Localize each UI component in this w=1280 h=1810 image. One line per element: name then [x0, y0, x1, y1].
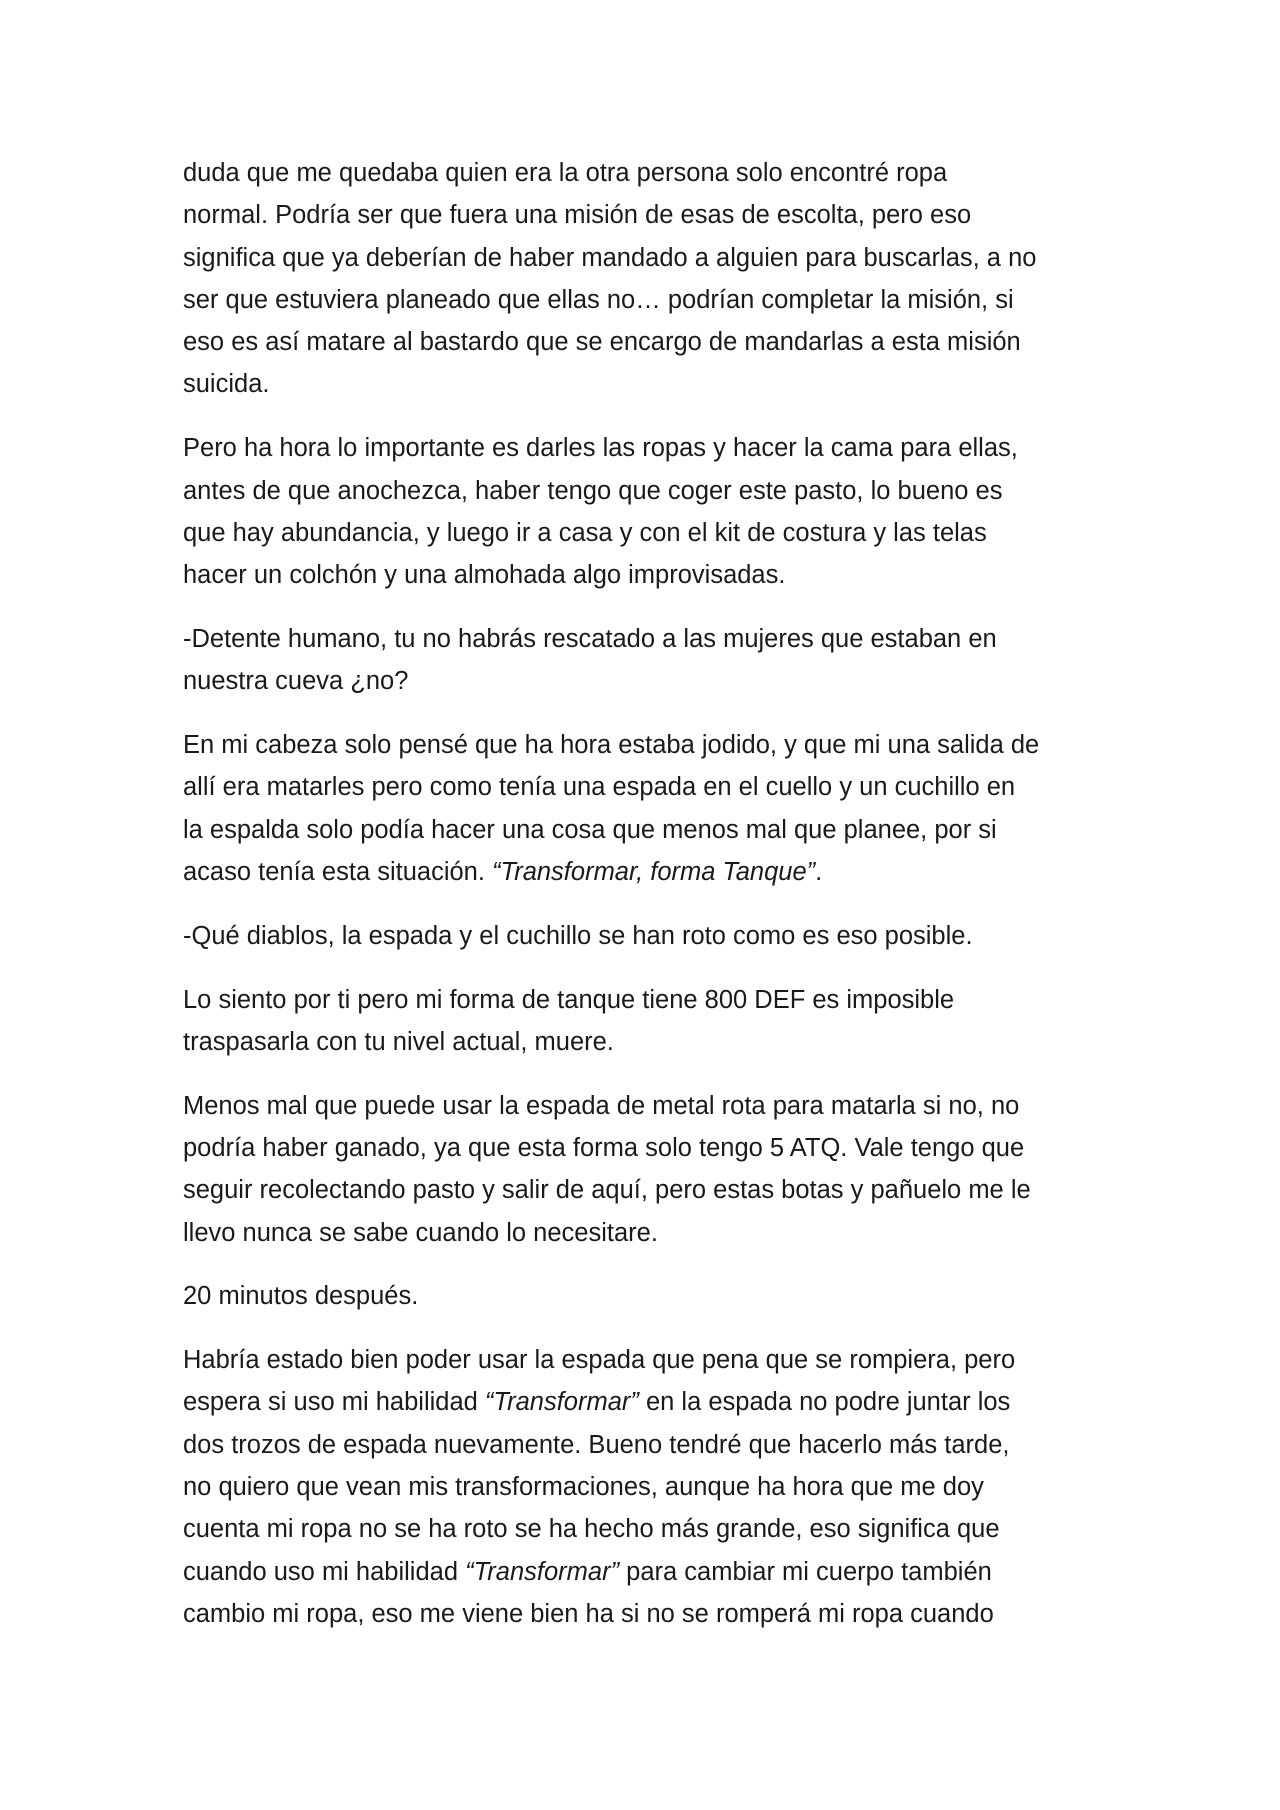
- text-segment: espera si uso mi habilidad: [183, 1388, 485, 1417]
- text-segment: .: [815, 857, 823, 886]
- text-line: [183, 434, 1018, 462]
- italic-text-segment: “Transformar, forma Tanque”: [492, 857, 816, 886]
- text-segment: la espalda solo podía hacer una cosa que menos mal que planee, por si: [183, 815, 997, 844]
- text-line: [183, 328, 1021, 356]
- text-line: [183, 561, 785, 589]
- text-segment: cuando uso mi habilidad: [183, 1557, 466, 1586]
- text-line: [183, 1176, 1031, 1204]
- text-line: [183, 1388, 1010, 1416]
- text-line: [183, 244, 1036, 272]
- text-segment: duda que me quedaba quien era la otra persona solo encontré ropa: [183, 159, 948, 187]
- text-line: [183, 625, 997, 653]
- text-segment: allí era matarles pero como tenía una espada en el cuello y un cuchillo en: [183, 773, 1016, 802]
- text-segment: para cambiar mi cuerpo también: [619, 1557, 992, 1586]
- text-segment: cambio mi ropa, eso me viene bien ha si no se romperá mi ropa cuando: [183, 1599, 994, 1628]
- text-segment: ser que estuviera planeado que ellas no… podrían completar la misión, si: [183, 285, 1014, 314]
- text-line: [183, 858, 822, 886]
- text-segment: acaso tenía esta situación.: [183, 857, 493, 886]
- text-segment: antes de que anochezca, haber tengo que coger este pasto, lo bueno es: [183, 476, 1003, 505]
- paragraph: [183, 1339, 1101, 1635]
- paragraph: [183, 1085, 1101, 1254]
- text-line: [183, 667, 408, 695]
- text-line: [183, 1558, 992, 1586]
- text-segment: podría haber ganado, ya que esta forma solo tengo 5 ATQ. Vale tengo que: [183, 1133, 1025, 1162]
- text-segment: significa que ya deberían de haber mandado a alguien para buscarlas, a no: [183, 243, 1037, 272]
- text-segment: dos trozos de espada nuevamente. Bueno tendré que hacerlo más tarde,: [183, 1430, 1010, 1459]
- text-line: [183, 1473, 984, 1501]
- paragraph: [183, 915, 1101, 957]
- text-line: [183, 1346, 1015, 1374]
- text-segment: Lo siento por ti pero mi forma de tanque tiene 800 DEF es imposible: [183, 985, 955, 1014]
- text-segment: -Detente humano, tu no habrás rescatado a las mujeres que estaban en: [183, 624, 997, 653]
- document-body-text: [183, 152, 1101, 1657]
- text-line: [183, 286, 1014, 314]
- text-line: [183, 731, 1039, 759]
- italic-text-segment: “Transformar”: [465, 1557, 620, 1586]
- text-line: [183, 922, 973, 950]
- text-line: [183, 1219, 658, 1247]
- text-segment: cuenta mi ropa no se ha roto se ha hecho más grande, eso significa que: [183, 1515, 1000, 1544]
- text-segment: seguir recolectando pasto y salir de aquí, pero estas botas y pañuelo me le: [183, 1176, 1031, 1205]
- text-segment: que hay abundancia, y luego ir a casa y con el kit de costura y las telas: [183, 518, 987, 547]
- text-segment: Menos mal que puede usar la espada de metal rota para matarla si no, no: [183, 1091, 1020, 1120]
- text-segment: Pero ha hora lo importante es darles las ropas y hacer la cama para ellas,: [183, 434, 1018, 463]
- text-line: [183, 1134, 1024, 1162]
- text-line: [183, 370, 269, 398]
- text-segment: hacer un colchón y una almohada algo improvisadas.: [183, 561, 786, 590]
- text-line: [183, 201, 971, 229]
- paragraph: [183, 979, 1101, 1064]
- paragraph: [183, 427, 1101, 596]
- text-segment: llevo nunca se sabe cuando lo necesitare.: [183, 1218, 658, 1247]
- text-line: [183, 519, 987, 547]
- text-segment: suicida.: [183, 370, 270, 399]
- paragraph: [183, 618, 1101, 703]
- text-segment: eso es así matare al bastardo que se encargo de mandarlas a esta misión: [183, 328, 1021, 357]
- text-line: [183, 816, 997, 844]
- text-line: [183, 159, 947, 187]
- text-segment: nuestra cueva ¿no?: [183, 667, 409, 696]
- paragraph: [183, 1275, 1101, 1317]
- text-segment: no quiero que vean mis transformaciones, aunque ha hora que me doy: [183, 1473, 984, 1502]
- paragraph: [183, 152, 1101, 406]
- text-segment: 20 minutos después.: [183, 1282, 419, 1311]
- text-line: [183, 1600, 994, 1628]
- text-line: [183, 477, 1002, 505]
- text-line: [183, 1515, 1000, 1543]
- text-segment: traspasarla con tu nivel actual, muere.: [183, 1027, 614, 1056]
- text-line: [183, 1282, 418, 1310]
- text-line: [183, 773, 1015, 801]
- paragraph: [183, 724, 1101, 893]
- italic-text-segment: “Transformar”: [484, 1388, 639, 1417]
- text-segment: -Qué diablos, la espada y el cuchillo se han roto como es eso posible.: [183, 921, 973, 950]
- text-segment: Habría estado bien poder usar la espada que pena que se rompiera, pero: [183, 1346, 1016, 1375]
- text-line: [183, 1092, 1019, 1120]
- text-line: [183, 986, 954, 1014]
- text-segment: en la espada no podre juntar los: [638, 1388, 1011, 1417]
- text-line: [183, 1028, 614, 1056]
- text-segment: normal. Podría ser que fuera una misión de esas de escolta, pero eso: [183, 201, 972, 230]
- text-line: [183, 1431, 1009, 1459]
- text-segment: En mi cabeza solo pensé que ha hora estaba jodido, y que mi una salida de: [183, 731, 1040, 760]
